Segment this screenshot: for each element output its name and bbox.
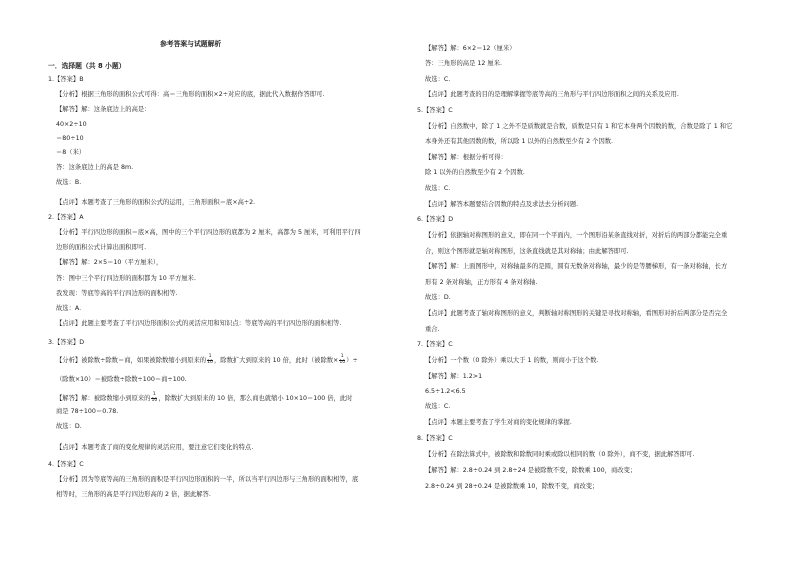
text-line (425, 201, 578, 210)
text-line (56, 423, 82, 432)
fraction-numerator: 1 (208, 354, 212, 359)
text-line (425, 123, 732, 132)
fraction-denominator: 10 (151, 397, 158, 403)
text-segment: 【分析】依据轴对称图形的意义，即在同一个平面内，一个图形沿某条直线对折，对折后的两部分都能完全重 (425, 232, 728, 239)
text-segment: 故选：D. (425, 294, 451, 301)
text-segment: 合，则这个图形就是轴对称图形，这条直线就是其对称轴；由此解答即可. (425, 248, 629, 255)
text-segment: 【分析】因为等底等高的三角形的面积是平行四边形面积的一半，所以当平行四边形与三角形的面积相等，底 (56, 476, 359, 483)
text-segment: 故选：B. (56, 179, 82, 186)
text-segment: 【解答】解：被除数缩小到原来的 (56, 395, 151, 403)
text-segment: 【分析】在除法算式中，被除数和除数同时乘或除以相同的数（0 除外），商不变，据此解答即可. (425, 451, 695, 458)
text-line (425, 232, 727, 241)
text-segment: 【点评】此题主要考查了平行四边形面积公式的灵活应用和知识点：等底等高的平行四边形的面积相等. (56, 320, 342, 327)
text-segment: ，除数扩大到原来的 10 倍，那么商也就缩小 10×10＝100 倍，此时 (158, 395, 353, 403)
text-line (425, 154, 507, 163)
text-line (425, 91, 679, 100)
text-segment: 【分析】根据三角形的面积公式可得：高＝三角形的面积×2÷对应的底，据此代入数据作答即可. (56, 91, 325, 98)
text-segment: 【分析】一个数（0 除外）乘以大于 1 的数，则商小于这个数. (425, 357, 599, 364)
text-segment: 答：三角形的高是 12 厘米. (425, 60, 502, 67)
text-line (56, 135, 84, 144)
text-segment: 【解答】解：2.8÷0.24 到 2.8÷24 是被除数不变，除数乘 100，商改变； (425, 467, 637, 474)
text-segment: 6.【答案】D (417, 216, 454, 223)
text-line (56, 290, 178, 299)
text-line (56, 164, 133, 173)
text-segment: 故选：C. (425, 185, 451, 192)
text-line (425, 279, 537, 288)
text-segment: 一．选择题（共 8 小题） (48, 62, 126, 70)
text-segment: 故选：C. (425, 403, 451, 410)
text-segment: 故选：C. (425, 76, 451, 83)
fraction-numerator: 1 (152, 392, 156, 397)
fraction-denominator: 10 (339, 359, 346, 365)
text-segment: 除 1 以外的自然数至少有 2 个因数. (425, 169, 525, 176)
fraction (339, 355, 345, 365)
text-segment: 【分析】平行四边形的面积＝底×高，图中的三个平行四边形的底都为 2 厘米，高都为 5 厘米，可利用平行四 (56, 229, 361, 236)
text-segment: 故选：D. (56, 423, 82, 430)
text-line (56, 121, 87, 130)
text-segment: 【解答】解：根据分析可得： (425, 154, 507, 161)
text-segment: 【解答】解：上面图形中，对称轴最多的是圆，圆有无数条对称轴，最少的是等腰梯形，有一条对称轴，长方 (425, 263, 728, 270)
text-line (425, 310, 727, 319)
text-line (425, 45, 516, 54)
text-line (56, 491, 211, 500)
question-answer-line (48, 76, 84, 85)
question-answer-line (48, 214, 84, 223)
text-line (56, 275, 196, 284)
text-segment: 2.【答案】A (48, 214, 84, 221)
text-segment: ＝80÷10 (56, 135, 84, 142)
text-segment: 40×2÷10 (56, 121, 87, 128)
text-line (56, 444, 253, 453)
text-segment: 【点评】本题考查了三角形的面积公式的运用，三角形面积＝底×高÷2. (56, 199, 256, 206)
text-segment: 本身外还有其他因数的数，所以除 1 以外的自然数至少有 2 个因数. (425, 138, 614, 145)
text-segment: 故选：A. (56, 305, 82, 312)
text-line (56, 244, 146, 253)
text-segment: 形有 2 条对称轴，正方形有 4 条对称轴. (425, 279, 538, 286)
text-line (56, 408, 118, 417)
text-segment: 4.【答案】C (48, 461, 84, 468)
text-segment: 相等时，三角形的高是平行四边形高的 2 倍，据此解答. (56, 491, 211, 498)
text-segment: 我发现：等底等高的平行四边形的面积相等. (56, 290, 178, 297)
text-line (425, 403, 450, 412)
text-segment: 【点评】此题考查的目的是理解掌握等底等高的三角形与平行四边形面积之间的关系及应用. (425, 91, 679, 98)
text-segment: 【分析】自然数中，除了 1 之外不是质数就是合数，质数是只有 1 和它本身两个因数的数，合数是除了 1 和它 (425, 123, 733, 130)
text-line (425, 451, 694, 460)
text-line (56, 476, 358, 485)
fraction-numerator: 1 (340, 354, 344, 359)
text-line (56, 355, 358, 366)
page-title: 参考答案与试题解析 (160, 40, 222, 48)
text-segment: 1.【答案】B (48, 76, 84, 83)
text-segment: 6.5÷1.2<6.5 (425, 388, 466, 395)
text-line (56, 320, 341, 329)
text-line (425, 326, 440, 335)
text-segment: 重合. (425, 326, 440, 333)
text-segment: 【点评】本题主要考查了学生对商的变化规律的掌握. (425, 419, 572, 426)
section-heading (48, 62, 125, 71)
text-line (425, 248, 629, 257)
text-line (56, 149, 85, 158)
text-line (425, 357, 598, 366)
text-segment: 【分析】被除数÷除数＝商，如果被除数缩小到原来的 (56, 357, 207, 365)
text-line (425, 60, 502, 69)
text-line (425, 76, 450, 85)
text-segment: 边形的面积公式计算出面积即可. (56, 244, 147, 251)
fraction (207, 355, 213, 365)
text-line (56, 106, 150, 115)
question-answer-line (48, 461, 84, 470)
question-answer-line (417, 341, 453, 350)
text-line (425, 185, 450, 194)
text-line (425, 419, 572, 428)
text-line (56, 199, 255, 208)
text-segment: 【解答】解：6×2＝12（厘米） (425, 45, 516, 52)
text-line (56, 305, 81, 314)
fraction-denominator: 10 (207, 359, 213, 365)
text-line (425, 138, 613, 147)
text-segment: 商是 78÷100＝0.78. (56, 408, 119, 415)
text-segment: 7.【答案】C (417, 341, 453, 348)
text-line (56, 229, 361, 238)
text-segment: 【解答】解：1.2>1 (425, 373, 483, 380)
question-answer-line (417, 216, 453, 225)
text-segment: ＝8（米） (56, 149, 86, 156)
text-segment: 3.【答案】D (48, 339, 85, 346)
text-segment: 2.8÷0.24 到 28÷0.24 是被除数乘 10，除数不变，商改变； (425, 483, 599, 490)
fraction (151, 393, 157, 403)
text-line (425, 294, 451, 303)
text-segment: 【解答】解：这条底边上的高是： (56, 106, 151, 113)
text-segment: 答：图中三个平行四边形的面积都为 10 平方厘米. (56, 275, 196, 282)
text-segment: ）÷ (346, 357, 358, 365)
text-segment: 【点评】此题考查了轴对称图形的意义，判断轴对称图形的关键是寻找对称轴，看图形对折后两部分是否完全 (425, 310, 728, 317)
text-line (56, 91, 324, 100)
text-line (425, 467, 636, 476)
text-segment: 答：这条底边上的高是 8m. (56, 164, 134, 171)
text-segment: ，除数扩大到原来的 10 倍，此时（被除数× (213, 357, 339, 365)
text-line (56, 376, 187, 385)
text-segment: 8.【答案】C (417, 435, 453, 442)
text-line (56, 259, 162, 268)
text-segment: 【点评】解答本题要结合因数的特点及求法去分析问题. (425, 201, 579, 208)
text-line (425, 169, 525, 178)
text-segment: 5.【答案】C (417, 107, 453, 114)
question-answer-line (48, 339, 84, 348)
question-answer-line (417, 107, 453, 116)
question-answer-line (417, 435, 453, 444)
text-line (425, 263, 727, 272)
text-line (425, 388, 466, 397)
text-segment: 【解答】解：2×5＝10（平方厘米）， (56, 259, 163, 266)
text-line (56, 179, 81, 188)
text-line (425, 373, 482, 382)
text-segment: 【点评】本题考查了商的变化规律的灵活应用，要注意它们变化的特点. (56, 444, 254, 451)
text-segment: （除数×10）＝被除数÷除数÷100＝商÷100. (56, 376, 187, 383)
text-line (425, 483, 598, 492)
text-line (56, 393, 352, 404)
